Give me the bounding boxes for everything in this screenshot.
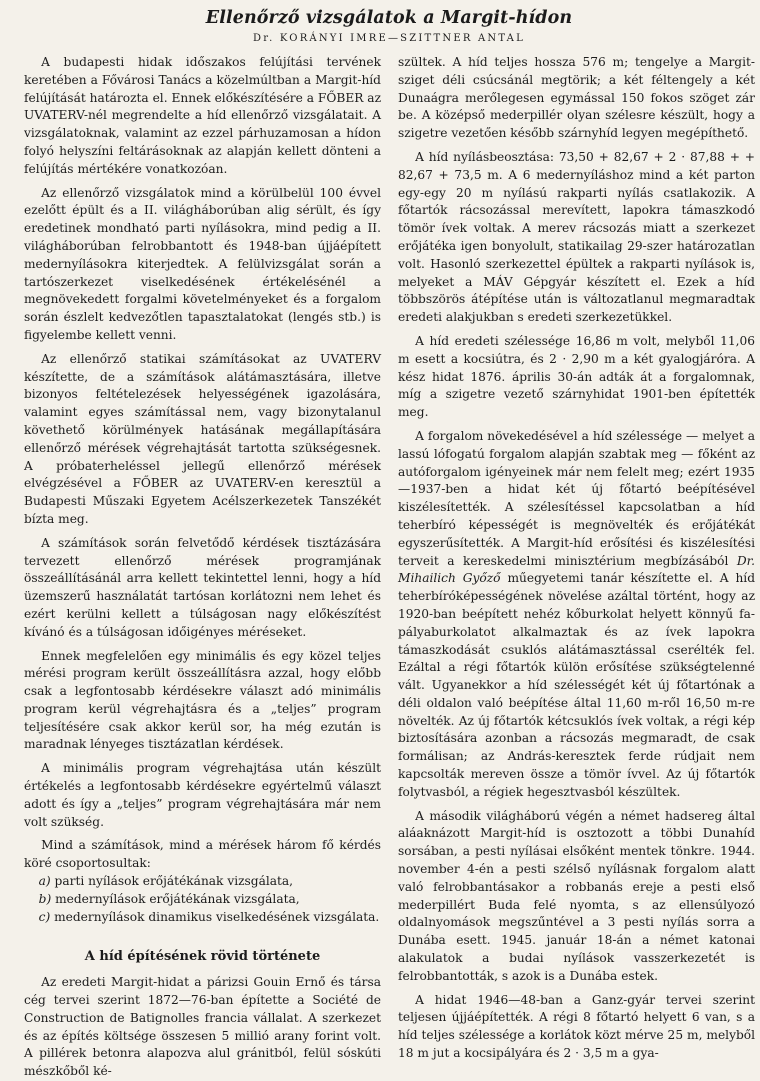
paragraph: A budapesti hidak időszakos felújítási tervének keretében a Fővárosi Tanács a közelmúltban a Margit-híd felújítását határozta el. Ennek előkészítésére a FŐBER az UVATERV-nél megrendelte a híd ellenőrző vizsgálatait. A vizsgálatoknak, valamint az ezzel párhuzamosan a hídon folyó helyszíni feltárásoknak az alapján kellett dönteni a felújítás mértékére vonatkozóan. xyxy=(24,55,381,176)
paragraph: Az eredeti Margit-hidat a párizsi Gouin Ernő és társa cég tervei szerint 1872—76-ban építette a Société de Construction de Batignolles francia vállalat. A szerkezet és az építés költsége összesen 5 millió arany forint volt. A pillérek betonra alapozva alul gránitból, felül sóskúti mészkőből ké- xyxy=(24,975,381,1079)
list-text: parti nyílások erőjátékának vizsgálata, xyxy=(54,874,294,889)
question-list xyxy=(24,873,381,926)
paragraph: Mind a számítások, mind a mérések három fő kérdés köré csoportosultak: xyxy=(24,838,381,871)
left-column xyxy=(24,54,381,1081)
paragraph xyxy=(398,428,755,802)
paragraph: Az ellenőrző statikai számításokat az UVATERV készítette, de a számítások alátámasztására, illetve bizonyos feltételezések helyességének igazolására, valamint egyes számítással nem, vagy bizonytalanul követhető körülmények hatásának megállapítására ellenőrző mérések végrehajtását tartotta szükségesnek. A próbaterheléssel jellegű ellenőrző mérések elvégzésével a FŐBER az UVATERV-en keresztül a Budapesti Műszaki Egyetem Acélszerkezetek Tanszékét bízta meg. xyxy=(24,351,381,526)
paragraph: A híd eredeti szélessége 16,86 m volt, melyből 11,06 m esett a kocsiútra, és 2 · 2,90 m a két gyalogjáróra. A kész hidat 1876. április 30-án adták át a forgalomnak, míg a szigetre vezető szárnyhidat 1901-ben építették meg. xyxy=(398,333,755,420)
list-marker: a) xyxy=(38,874,51,889)
list-marker: c) xyxy=(38,909,51,924)
article-authors: Dr. KORÁNYI IMRE—SZITTNER ANTAL xyxy=(253,33,525,44)
list-item xyxy=(24,873,381,891)
article-body xyxy=(24,54,754,1081)
paragraph-text: műegyetemi tanár készítette el. A híd teherbíróképességének növelése azáltal történt, hogy az 1920-ban beépített nehéz kőburkolat helyett könnyű fa-pályaburkolatot alkalmaztak és az ívek lapokra támaszkodását csuklós alátámasztással cserélték fel. Ezáltal a régi főtartók külön erősítése szükségtelenné vált. Ugyanekkor a híd szélességét két új főtartónak a déli oldalon való beépítése által 11,60 m-ről 16,50 m-re növelték. Az új főtartók kétcsuklós ívek voltak, a régi kép biztosítására azonban a rácsozás megmaradt, de csak formálisan; az András-keresztek ferde rúdjait nem kapcsolták mereven össze a tömör ívvel. Az új főtartók folytvasból, a régiek hegesztvasból készültek. xyxy=(398,571,756,799)
section-heading: A híd építésének rövid története xyxy=(84,949,321,965)
paragraph: A híd nyílásbeosztása: 73,50 + 82,67 + 2 · 87,88 + + 82,67 + 73,5 m. A 6 medernyíláshoz mind a két parton egy-egy 20 m nyílású rakparti nyílás csatlakozik. A főtartók rácsozással merevített, lapokra támaszkodó tömör ívek voltak. A merev rácsozás miatt a szerkezet erőjátéka igen bonyolult, statikailag 29-szer határozatlan volt. Hasonló szerkezettel épültek a rakparti nyílások is, melyeket a MÁV Gépgyár készített el. Ezek a híd többszörös átépítése után is változatlanul megmaradtak eredeti alakjukban s eredeti szerkezetükkel. xyxy=(398,149,755,325)
paragraph: A hidat 1946—48-ban a Ganz-gyár tervei szerint teljesen újjáépítették. A régi 8 főtartó helyett 6 van, s a híd teljes szélessége a korlátok közt mérve 25 m, melyből 18 m jut a kocsipályára és 2 · 3,5 m a gya- xyxy=(398,992,755,1061)
paragraph: Az ellenőrző vizsgálatok mind a körülbelül 100 évvel ezelőtt épült és a II. világháborúban alig sérült, és így eredetinek mondható parti nyílásokra, mind pedig a II. világháborúban felrobbantott és 1948-ban újjáépített medernyílásokra kiterjedtek. A felülvizsgálat során a tartószerkezet viselkedésének értékelésénél a megnövekedett forgalmi követelményeket és a forgalom során észlelt kedvezőtlen tapasztalatokat (lengés stb.) is figyelembe kellett venni. xyxy=(24,185,381,342)
paragraph: A második világháború végén a német hadsereg által aláaknázott Margit-híd is osztozott a többi Dunahíd sorsában, a pesti nyílásai elsőként mentek tönkre. 1944. november 4-én a pesti szélső nyílásnak forgalom alatt való felrobbantásakor a robbanás ereje a pesti első mederpillért Buda felé nyomta, s az ellensúlyozó oldalnyomások megszűntével a 3 pesti nyílás sorra a Dunába esett. 1945. január 18-án a német katonai alakulatok a budai nyílások vasszerkezetét is felrobbantották, s azok is a Dunába estek. xyxy=(398,808,755,983)
paragraph: Ennek megfelelően egy minimális és egy közel teljes mérési program került összeállításra azzal, hogy előbb csak a legfontosabb kérdésekre választ adó minimális program kerül végrehajtásra és a „teljes” program teljesítésére csak akkor kerül sor, ha még ezután is maradnak lényeges tisztázatlan kérdések. xyxy=(24,648,381,752)
list-marker: b) xyxy=(38,891,52,906)
paragraph: szültek. A híd teljes hossza 576 m; tengelye a Margit-sziget déli csúcsánál megtörik; a két féltengely a két Dunaágra merőlegesen egymással 150 fokos szöget zár be. A középső mederpillér olyan szélesre készült, hogy a szigetre vezetően később szárnyhíd legyen megépíthető. xyxy=(398,55,755,141)
paragraph: A számítások során felvetődő kérdések tisztázására tervezett ellenőrző mérések programjának összeállításánál arra kellett tekintettel lenni, hogy a híd üzemszerű használatát tartósan korlátozni nem lehet és ezért kerülni kellett a túlságosan nagy előkészítést kívánó és a túlságosan időigényes méréseket. xyxy=(24,535,381,639)
paragraph: A minimális program végrehajtása után készült értékelés a legfontosabb kérdésekre egyértelmű választ adott és így a „teljes” program végrehajtására már nem volt szükség. xyxy=(24,761,381,829)
right-column xyxy=(398,54,755,1081)
list-item xyxy=(24,909,381,927)
article-title: Ellenőrző vizsgálatok a Margit-hídon xyxy=(205,8,573,28)
person-name: Dr. Mihailich Győző xyxy=(398,553,755,586)
paragraph-text: A forgalom növekedésével a híd szélessége — melyet a lassú lófogatú forgalom alapján szabtak meg — főként az autóforgalom igényeinek már nem felelt meg; ezért 1935—1937-ben a hidat két új főtartó beépítésével kiszélesítették. A szélesítéssel kapcsolatban a híd teherbíró képességét is megnövelték és erőjátékát egyszerűsítették. A Margit-híd erősítési és kiszélesítési terveit a kereskedelmi minisztérium megbízásából xyxy=(398,428,755,568)
list-text: medernyílások dinamikus viselkedésének vizsgálata. xyxy=(54,909,380,924)
list-item xyxy=(24,891,381,909)
list-text: medernyílások erőjátékának vizsgálata, xyxy=(55,891,300,906)
